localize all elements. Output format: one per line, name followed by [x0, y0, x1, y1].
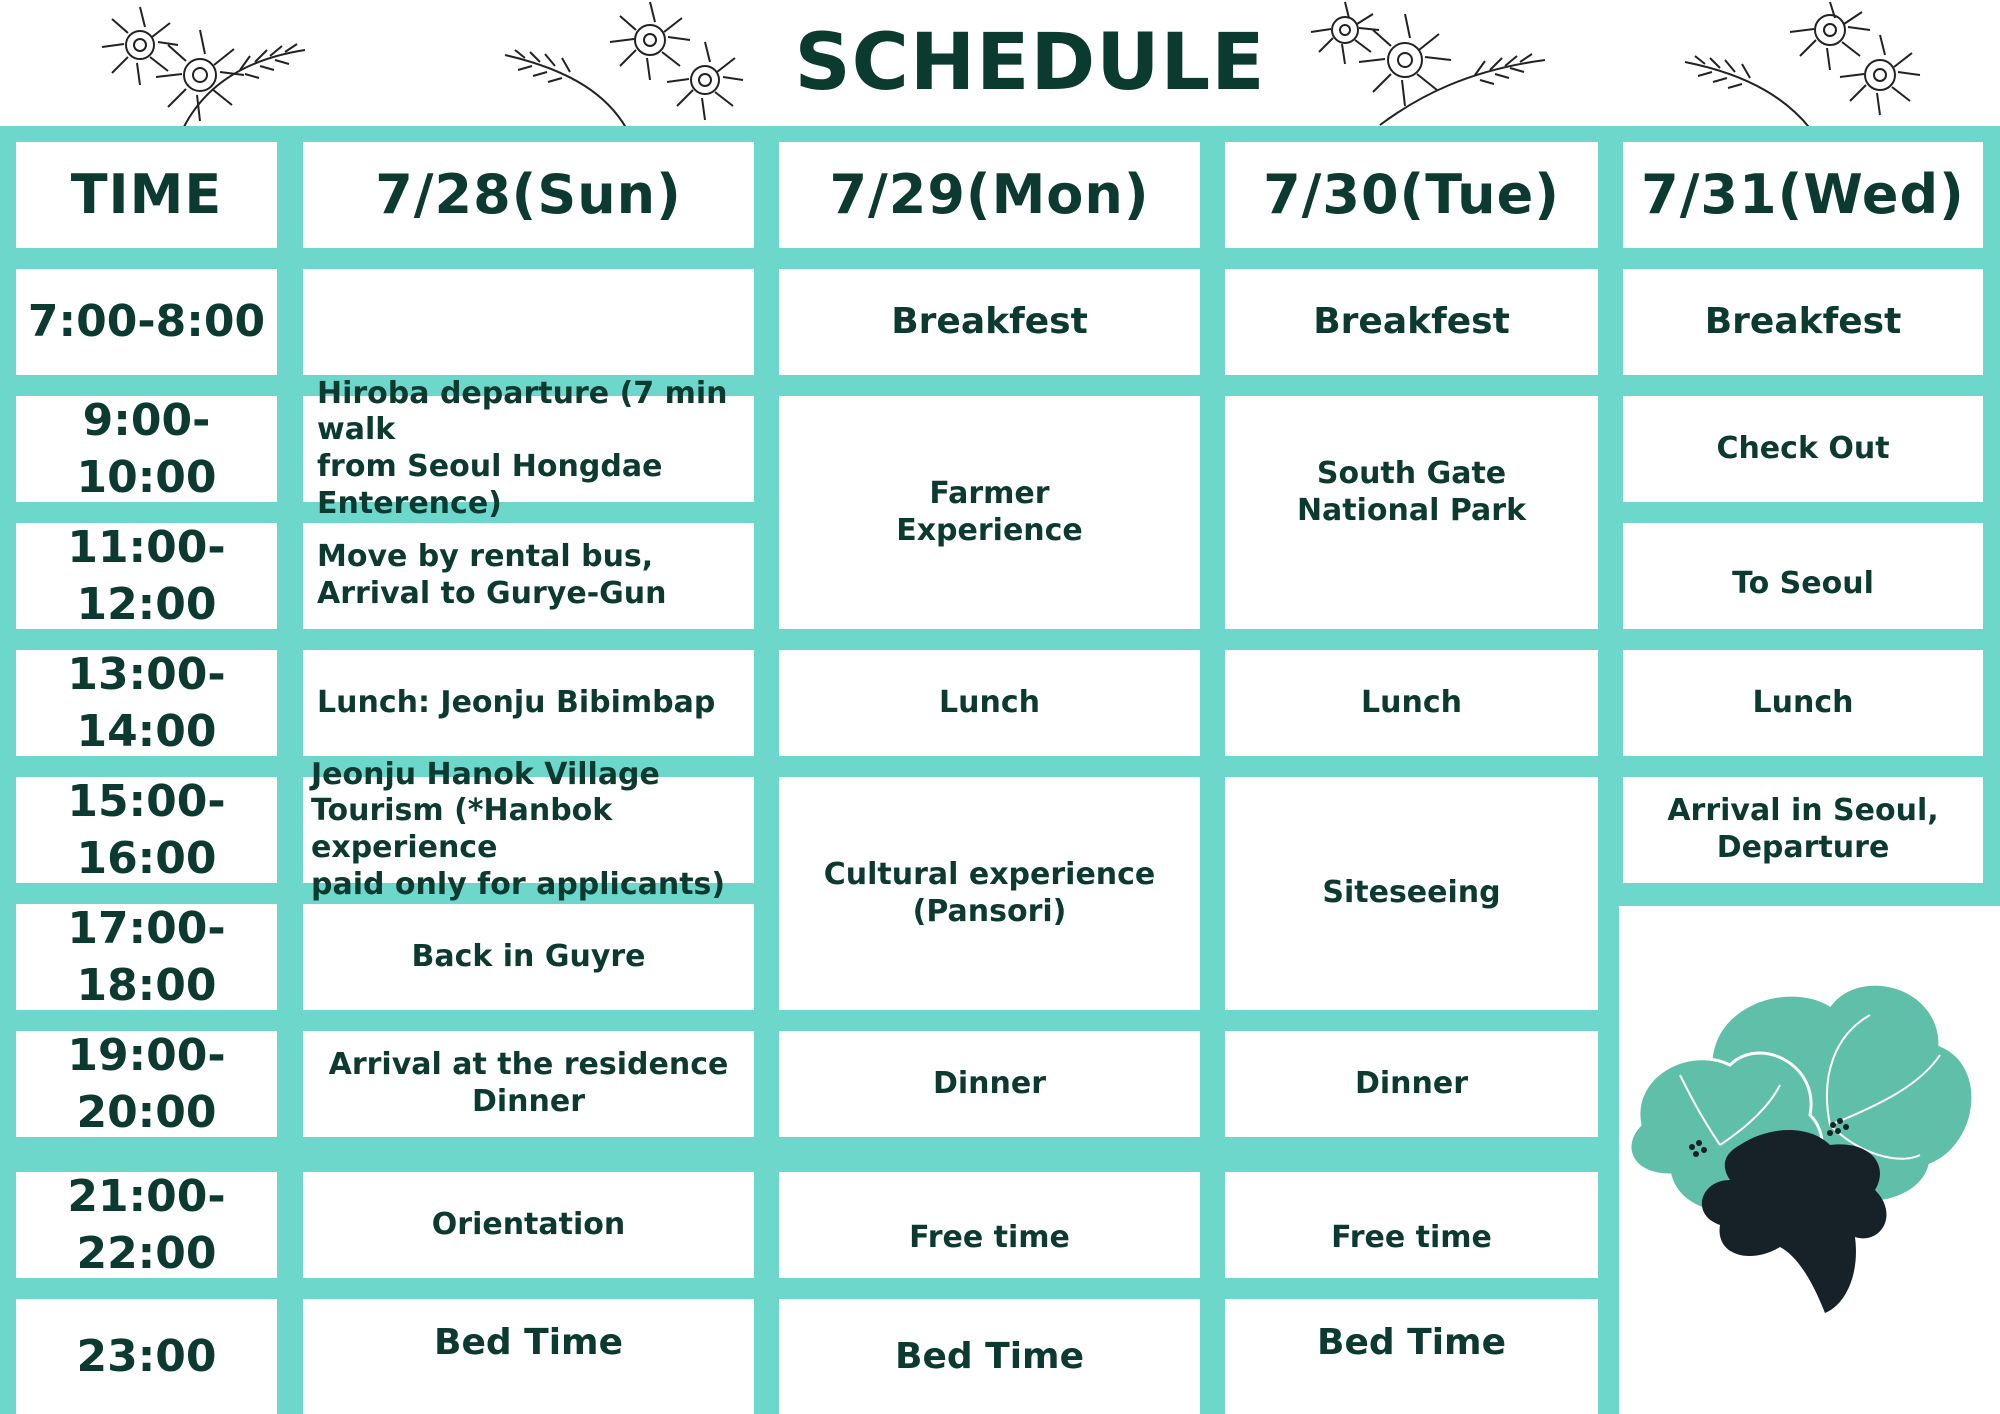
event-cell — [1623, 523, 1983, 629]
time-label: 9:00- — [82, 394, 211, 446]
event-text: Experience — [896, 512, 1083, 548]
event-text: Arrival to Gurye-Gun — [317, 576, 667, 611]
flower-sketch-icon — [1290, 0, 1550, 140]
event-cell — [303, 1172, 754, 1278]
event-cell — [1225, 1031, 1598, 1137]
event-text: National Park — [1296, 492, 1527, 528]
header-label: 7/31(Wed) — [1641, 163, 1965, 227]
event-text: Farmer — [929, 475, 1050, 511]
time-label: 20:00 — [76, 1087, 217, 1138]
event-text: Check Out — [1716, 430, 1890, 466]
event-cell-empty — [303, 269, 754, 375]
event-text: To Seoul — [1732, 565, 1874, 601]
header-day-wed — [1623, 142, 1983, 248]
event-cell — [779, 396, 1200, 629]
header-label: TIME — [70, 163, 223, 227]
event-text: Lunch: Jeonju Bibimbap — [317, 684, 716, 720]
page-title: SCHEDULE — [794, 18, 1266, 108]
header-day-tue — [1225, 142, 1598, 248]
event-text: Bed Time — [895, 1335, 1084, 1377]
event-cell — [1623, 269, 1983, 375]
event-cell — [779, 1299, 1200, 1414]
event-cell — [779, 1172, 1200, 1278]
header-day-sun — [303, 142, 754, 248]
event-cell — [1623, 777, 1983, 883]
event-cell — [779, 269, 1200, 375]
event-cell — [1225, 777, 1598, 1010]
time-label: 12:00 — [76, 579, 217, 630]
time-label: 22:00 — [76, 1228, 217, 1279]
time-slot — [16, 1031, 277, 1137]
event-text: Bed Time — [434, 1322, 623, 1363]
event-cell — [1225, 650, 1598, 756]
event-text: Departure — [1716, 830, 1890, 865]
green-flower-icon — [1620, 975, 1990, 1335]
time-label: 17:00- — [67, 902, 226, 954]
event-cell — [1623, 650, 1983, 756]
event-cell — [303, 756, 754, 902]
event-text: Hiroba departure (7 min walk — [317, 375, 728, 448]
event-cell — [1623, 396, 1983, 502]
event-text: Arrival at the residence — [328, 1047, 729, 1083]
event-cell — [779, 777, 1200, 1010]
time-slot — [16, 1299, 277, 1414]
event-text: Free time — [909, 1219, 1070, 1255]
event-text: Dinner — [1354, 1065, 1469, 1101]
event-text: Orientation — [431, 1206, 626, 1242]
event-cell — [779, 1031, 1200, 1137]
event-text: Free time — [1331, 1219, 1492, 1255]
event-cell — [1225, 269, 1598, 375]
flower-sketch-icon — [500, 0, 760, 140]
event-cell — [1225, 396, 1598, 629]
time-label: 15:00- — [67, 775, 226, 827]
header-label: 7/30(Tue) — [1263, 163, 1560, 227]
time-slot — [16, 650, 277, 756]
time-label: 10:00 — [76, 452, 217, 503]
flower-sketch-icon — [60, 0, 320, 140]
event-cell — [303, 1299, 754, 1414]
event-text: Dinner — [932, 1065, 1047, 1101]
time-label: 14:00 — [76, 706, 217, 757]
header-label: 7/29(Mon) — [829, 163, 1150, 227]
event-text: paid only for applicants) — [311, 866, 726, 902]
time-label: 7:00-8:00 — [27, 296, 266, 348]
time-slot — [16, 1172, 277, 1278]
time-label: 21:00- — [67, 1170, 226, 1222]
time-label: 11:00- — [67, 521, 226, 573]
event-cell — [303, 1031, 754, 1137]
event-text: Dinner — [471, 1084, 586, 1119]
event-text: Breakfest — [1704, 301, 1902, 343]
event-cell — [303, 375, 754, 521]
time-label: 18:00 — [76, 960, 217, 1011]
event-text: from Seoul Hongdae — [317, 449, 663, 484]
event-text: (Pansori) — [912, 893, 1067, 929]
event-text: Jeonju Hanok Village — [311, 756, 660, 792]
event-text: Lunch — [1361, 684, 1462, 720]
time-label: 23:00 — [76, 1330, 217, 1382]
event-cell — [303, 650, 754, 756]
header-day-mon — [779, 142, 1200, 248]
event-cell — [1225, 1299, 1598, 1414]
event-text: Cultural experience — [823, 856, 1156, 892]
event-text: Bed Time — [1317, 1322, 1506, 1363]
header-label: 7/28(Sun) — [375, 163, 682, 227]
time-slot — [16, 396, 277, 502]
time-slot — [16, 523, 277, 629]
time-label: 16:00 — [76, 833, 217, 884]
event-text: Back in Guyre — [411, 938, 646, 974]
event-text: Arrival in Seoul, — [1667, 793, 1939, 829]
event-text: Lunch — [1752, 684, 1854, 720]
event-text: Lunch — [939, 684, 1040, 720]
time-slot — [16, 904, 277, 1010]
event-cell — [303, 904, 754, 1010]
time-label: 13:00- — [67, 648, 226, 700]
event-text: Move by rental bus, — [317, 539, 654, 575]
header-time — [16, 142, 277, 248]
time-label: 19:00- — [67, 1029, 226, 1081]
event-text: Breakfest — [891, 301, 1088, 343]
time-slot — [16, 777, 277, 883]
event-text: Enterence) — [317, 485, 502, 521]
event-cell — [303, 523, 754, 629]
event-text: Tourism (*Hanbok experience — [311, 793, 613, 865]
event-cell — [779, 650, 1200, 756]
flower-sketch-icon — [1680, 0, 1940, 140]
event-cell — [1225, 1172, 1598, 1278]
event-text: South Gate — [1316, 456, 1507, 491]
event-text: Siteseeing — [1322, 875, 1501, 910]
event-text: Breakfest — [1313, 301, 1510, 343]
time-slot — [16, 269, 277, 375]
